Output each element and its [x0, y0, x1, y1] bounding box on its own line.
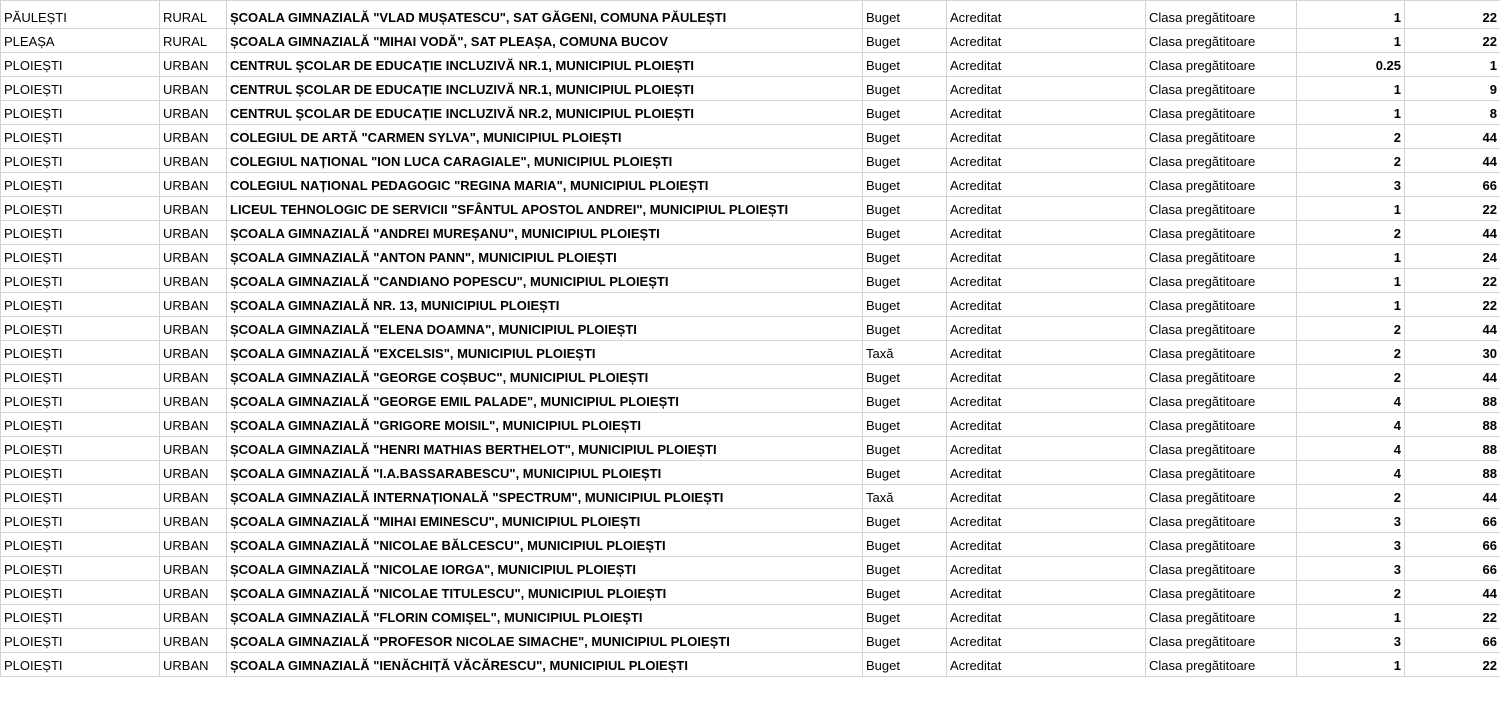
cell-places[interactable]: 22	[1405, 269, 1500, 293]
table-row	[1, 149, 1500, 173]
cell-area[interactable]: URBAN	[160, 533, 227, 557]
cell-funding[interactable]: Buget	[863, 437, 947, 461]
cell-area[interactable]: URBAN	[160, 221, 227, 245]
cell-accreditation[interactable]: Acreditat	[947, 29, 1146, 53]
cell-class-count[interactable]: 3	[1297, 533, 1405, 557]
cell-class-count[interactable]: 3	[1297, 557, 1405, 581]
table-row	[1, 269, 1500, 293]
cell-funding[interactable]: Buget	[863, 269, 947, 293]
cell-area[interactable]: URBAN	[160, 389, 227, 413]
cell-class-level[interactable]: Clasa pregătitoare	[1146, 533, 1297, 557]
cell-locality[interactable]: PLOIEȘTI	[1, 437, 160, 461]
cell-funding[interactable]: Buget	[863, 101, 947, 125]
cell-places[interactable]: 9	[1405, 77, 1500, 101]
cell-school-name[interactable]: ȘCOALA GIMNAZIALĂ "NICOLAE TITULESCU", MUNICIPIUL PLOIEȘTI	[227, 581, 863, 605]
table-row	[1, 77, 1500, 101]
cell-class-count[interactable]: 1	[1297, 77, 1405, 101]
cell-area[interactable]: URBAN	[160, 293, 227, 317]
cell-locality[interactable]: PLOIEȘTI	[1, 341, 160, 365]
cell-places[interactable]: 44	[1405, 365, 1500, 389]
cell-locality[interactable]: PLOIEȘTI	[1, 653, 160, 677]
cell-accreditation[interactable]: Acreditat	[947, 413, 1146, 437]
cell-locality[interactable]: PLOIEȘTI	[1, 605, 160, 629]
cell-area[interactable]: URBAN	[160, 461, 227, 485]
cell-school-name[interactable]: COLEGIUL NAȚIONAL PEDAGOGIC "REGINA MARIA", MUNICIPIUL PLOIEȘTI	[227, 173, 863, 197]
cell-locality[interactable]: PLOIEȘTI	[1, 365, 160, 389]
table-row	[1, 437, 1500, 461]
cell-places[interactable]: 44	[1405, 581, 1500, 605]
cell-school-name[interactable]: ȘCOALA GIMNAZIALĂ "HENRI MATHIAS BERTHELOT", MUNICIPIUL PLOIEȘTI	[227, 437, 863, 461]
cell-accreditation[interactable]: Acreditat	[947, 1, 1146, 29]
cell-accreditation[interactable]: Acreditat	[947, 533, 1146, 557]
cell-accreditation[interactable]: Acreditat	[947, 389, 1146, 413]
cell-area[interactable]: RURAL	[160, 29, 227, 53]
cell-locality[interactable]: PLOIEȘTI	[1, 533, 160, 557]
cell-accreditation[interactable]: Acreditat	[947, 485, 1146, 509]
cell-class-level[interactable]: Clasa pregătitoare	[1146, 125, 1297, 149]
cell-locality[interactable]: PLOIEȘTI	[1, 221, 160, 245]
cell-area[interactable]: URBAN	[160, 173, 227, 197]
cell-class-count[interactable]: 4	[1297, 413, 1405, 437]
cell-class-count[interactable]: 2	[1297, 221, 1405, 245]
cell-school-name[interactable]: ȘCOALA GIMNAZIALĂ NR. 13, MUNICIPIUL PLOIEȘTI	[227, 293, 863, 317]
cell-class-count[interactable]: 4	[1297, 437, 1405, 461]
cell-area[interactable]: URBAN	[160, 53, 227, 77]
cell-class-level[interactable]: Clasa pregătitoare	[1146, 509, 1297, 533]
cell-area[interactable]: URBAN	[160, 485, 227, 509]
cell-funding[interactable]: Buget	[863, 29, 947, 53]
cell-locality[interactable]: PLOIEȘTI	[1, 317, 160, 341]
cell-locality[interactable]: PLOIEȘTI	[1, 389, 160, 413]
cell-class-level[interactable]: Clasa pregătitoare	[1146, 269, 1297, 293]
cell-class-level[interactable]: Clasa pregătitoare	[1146, 365, 1297, 389]
cell-class-count[interactable]: 2	[1297, 149, 1405, 173]
cell-funding[interactable]: Buget	[863, 533, 947, 557]
cell-school-name[interactable]: ȘCOALA GIMNAZIALĂ "CANDIANO POPESCU", MUNICIPIUL PLOIEȘTI	[227, 269, 863, 293]
cell-class-count[interactable]: 1	[1297, 605, 1405, 629]
cell-area[interactable]: URBAN	[160, 101, 227, 125]
cell-locality[interactable]: PLOIEȘTI	[1, 581, 160, 605]
cell-accreditation[interactable]: Acreditat	[947, 653, 1146, 677]
cell-places[interactable]: 88	[1405, 389, 1500, 413]
cell-places[interactable]: 22	[1405, 29, 1500, 53]
cell-accreditation[interactable]: Acreditat	[947, 221, 1146, 245]
cell-area[interactable]: URBAN	[160, 437, 227, 461]
cell-accreditation[interactable]: Acreditat	[947, 317, 1146, 341]
cell-accreditation[interactable]: Acreditat	[947, 293, 1146, 317]
cell-places[interactable]: 66	[1405, 533, 1500, 557]
cell-area[interactable]: URBAN	[160, 125, 227, 149]
cell-area[interactable]: URBAN	[160, 605, 227, 629]
cell-places[interactable]: 44	[1405, 485, 1500, 509]
cell-area[interactable]: URBAN	[160, 557, 227, 581]
cell-places[interactable]: 66	[1405, 629, 1500, 653]
cell-places[interactable]: 66	[1405, 557, 1500, 581]
cell-class-count[interactable]: 3	[1297, 173, 1405, 197]
cell-class-level[interactable]: Clasa pregătitoare	[1146, 197, 1297, 221]
cell-funding[interactable]: Buget	[863, 653, 947, 677]
cell-places[interactable]: 88	[1405, 437, 1500, 461]
cell-school-name[interactable]: ȘCOALA GIMNAZIALĂ "MIHAI VODĂ", SAT PLEAȘA, COMUNA BUCOV	[227, 29, 863, 53]
cell-accreditation[interactable]: Acreditat	[947, 629, 1146, 653]
cell-places[interactable]: 44	[1405, 317, 1500, 341]
cell-area[interactable]: URBAN	[160, 341, 227, 365]
table-row	[1, 1, 1500, 29]
cell-funding[interactable]: Taxă	[863, 341, 947, 365]
cell-school-name[interactable]: ȘCOALA GIMNAZIALĂ "I.A.BASSARABESCU", MUNICIPIUL PLOIEȘTI	[227, 461, 863, 485]
cell-places[interactable]: 22	[1405, 1, 1500, 29]
cell-school-name[interactable]: ȘCOALA GIMNAZIALĂ "NICOLAE BĂLCESCU", MUNICIPIUL PLOIEȘTI	[227, 533, 863, 557]
cell-class-count[interactable]: 2	[1297, 581, 1405, 605]
cell-area[interactable]: URBAN	[160, 317, 227, 341]
cell-locality[interactable]: PLOIEȘTI	[1, 485, 160, 509]
cell-accreditation[interactable]: Acreditat	[947, 101, 1146, 125]
cell-locality[interactable]: PLOIEȘTI	[1, 149, 160, 173]
cell-places[interactable]: 66	[1405, 509, 1500, 533]
table-row	[1, 317, 1500, 341]
cell-class-level[interactable]: Clasa pregătitoare	[1146, 461, 1297, 485]
cell-accreditation[interactable]: Acreditat	[947, 269, 1146, 293]
cell-area[interactable]: URBAN	[160, 269, 227, 293]
cell-locality[interactable]: PLOIEȘTI	[1, 125, 160, 149]
cell-school-name[interactable]: CENTRUL ȘCOLAR DE EDUCAȚIE INCLUZIVĂ NR.2, MUNICIPIUL PLOIEȘTI	[227, 101, 863, 125]
cell-class-count[interactable]: 4	[1297, 389, 1405, 413]
cell-class-count[interactable]: 1	[1297, 293, 1405, 317]
cell-school-name[interactable]: ȘCOALA GIMNAZIALĂ "GEORGE EMIL PALADE", MUNICIPIUL PLOIEȘTI	[227, 389, 863, 413]
cell-locality[interactable]: PĂULEȘTI	[1, 1, 160, 29]
cell-school-name[interactable]: CENTRUL ȘCOLAR DE EDUCAȚIE INCLUZIVĂ NR.1, MUNICIPIUL PLOIEȘTI	[227, 53, 863, 77]
cell-class-count[interactable]: 1	[1297, 197, 1405, 221]
cell-class-level[interactable]: Clasa pregătitoare	[1146, 317, 1297, 341]
cell-area[interactable]: URBAN	[160, 365, 227, 389]
cell-locality[interactable]: PLOIEȘTI	[1, 461, 160, 485]
cell-school-name[interactable]: ȘCOALA GIMNAZIALĂ "NICOLAE IORGA", MUNICIPIUL PLOIEȘTI	[227, 557, 863, 581]
cell-locality[interactable]: PLOIEȘTI	[1, 77, 160, 101]
cell-class-level[interactable]: Clasa pregătitoare	[1146, 581, 1297, 605]
cell-funding[interactable]: Buget	[863, 197, 947, 221]
cell-places[interactable]: 30	[1405, 341, 1500, 365]
table-row	[1, 341, 1500, 365]
table-row	[1, 605, 1500, 629]
cell-class-count[interactable]: 2	[1297, 485, 1405, 509]
cell-accreditation[interactable]: Acreditat	[947, 245, 1146, 269]
cell-school-name[interactable]: COLEGIUL NAȚIONAL "ION LUCA CARAGIALE", MUNICIPIUL PLOIEȘTI	[227, 149, 863, 173]
cell-class-level[interactable]: Clasa pregătitoare	[1146, 293, 1297, 317]
cell-accreditation[interactable]: Acreditat	[947, 509, 1146, 533]
cell-places[interactable]: 88	[1405, 413, 1500, 437]
table-row	[1, 197, 1500, 221]
cell-accreditation[interactable]: Acreditat	[947, 149, 1146, 173]
cell-school-name[interactable]: ȘCOALA GIMNAZIALĂ "GEORGE COȘBUC", MUNICIPIUL PLOIEȘTI	[227, 365, 863, 389]
cell-funding[interactable]: Buget	[863, 581, 947, 605]
cell-area[interactable]: URBAN	[160, 245, 227, 269]
cell-accreditation[interactable]: Acreditat	[947, 605, 1146, 629]
table-body	[1, 1, 1500, 677]
cell-funding[interactable]: Buget	[863, 173, 947, 197]
cell-class-count[interactable]: 1	[1297, 29, 1405, 53]
cell-accreditation[interactable]: Acreditat	[947, 197, 1146, 221]
cell-class-level[interactable]: Clasa pregătitoare	[1146, 149, 1297, 173]
cell-area[interactable]: URBAN	[160, 629, 227, 653]
cell-accreditation[interactable]: Acreditat	[947, 77, 1146, 101]
cell-class-level[interactable]: Clasa pregătitoare	[1146, 605, 1297, 629]
cell-school-name[interactable]: COLEGIUL DE ARTĂ "CARMEN SYLVA", MUNICIPIUL PLOIEȘTI	[227, 125, 863, 149]
table-row	[1, 29, 1500, 53]
cell-funding[interactable]: Buget	[863, 413, 947, 437]
table-row	[1, 125, 1500, 149]
cell-locality[interactable]: PLOIEȘTI	[1, 293, 160, 317]
cell-funding[interactable]: Buget	[863, 605, 947, 629]
table-row	[1, 485, 1500, 509]
cell-places[interactable]: 8	[1405, 101, 1500, 125]
cell-funding[interactable]: Buget	[863, 461, 947, 485]
cell-class-level[interactable]: Clasa pregătitoare	[1146, 629, 1297, 653]
cell-area[interactable]: URBAN	[160, 197, 227, 221]
cell-class-level[interactable]: Clasa pregătitoare	[1146, 413, 1297, 437]
cell-funding[interactable]: Buget	[863, 317, 947, 341]
cell-locality[interactable]: PLOIEȘTI	[1, 509, 160, 533]
cell-accreditation[interactable]: Acreditat	[947, 341, 1146, 365]
cell-school-name[interactable]: ȘCOALA GIMNAZIALĂ "GRIGORE MOISIL", MUNICIPIUL PLOIEȘTI	[227, 413, 863, 437]
cell-class-level[interactable]: Clasa pregătitoare	[1146, 101, 1297, 125]
cell-accreditation[interactable]: Acreditat	[947, 557, 1146, 581]
cell-accreditation[interactable]: Acreditat	[947, 53, 1146, 77]
table-row	[1, 509, 1500, 533]
cell-class-count[interactable]: 3	[1297, 629, 1405, 653]
cell-school-name[interactable]: ȘCOALA GIMNAZIALĂ "ANDREI MUREȘANU", MUNICIPIUL PLOIEȘTI	[227, 221, 863, 245]
cell-funding[interactable]: Buget	[863, 77, 947, 101]
cell-class-level[interactable]: Clasa pregătitoare	[1146, 29, 1297, 53]
cell-funding[interactable]: Buget	[863, 629, 947, 653]
cell-area[interactable]: URBAN	[160, 149, 227, 173]
cell-places[interactable]: 1	[1405, 53, 1500, 77]
cell-places[interactable]: 44	[1405, 125, 1500, 149]
cell-class-count[interactable]: 1	[1297, 245, 1405, 269]
cell-class-count[interactable]: 2	[1297, 365, 1405, 389]
cell-places[interactable]: 22	[1405, 293, 1500, 317]
cell-accreditation[interactable]: Acreditat	[947, 461, 1146, 485]
cell-class-count[interactable]: 2	[1297, 341, 1405, 365]
cell-accreditation[interactable]: Acreditat	[947, 125, 1146, 149]
table-row	[1, 101, 1500, 125]
cell-locality[interactable]: PLOIEȘTI	[1, 53, 160, 77]
cell-class-level[interactable]: Clasa pregătitoare	[1146, 1, 1297, 29]
cell-school-name[interactable]: ȘCOALA GIMNAZIALĂ "VLAD MUȘATESCU", SAT GĂGENI, COMUNA PĂULEȘTI	[227, 1, 863, 29]
table-row	[1, 245, 1500, 269]
table-row	[1, 413, 1500, 437]
cell-area[interactable]: URBAN	[160, 581, 227, 605]
cell-school-name[interactable]: ȘCOALA GIMNAZIALĂ "FLORIN COMIȘEL", MUNICIPIUL PLOIEȘTI	[227, 605, 863, 629]
cell-locality[interactable]: PLEAȘA	[1, 29, 160, 53]
cell-school-name[interactable]: ȘCOALA GIMNAZIALĂ "ELENA DOAMNA", MUNICIPIUL PLOIEȘTI	[227, 317, 863, 341]
cell-school-name[interactable]: LICEUL TEHNOLOGIC DE SERVICII "SFÂNTUL APOSTOL ANDREI", MUNICIPIUL PLOIEȘTI	[227, 197, 863, 221]
cell-locality[interactable]: PLOIEȘTI	[1, 173, 160, 197]
cell-class-count[interactable]: 1	[1297, 269, 1405, 293]
cell-school-name[interactable]: CENTRUL ȘCOLAR DE EDUCAȚIE INCLUZIVĂ NR.1, MUNICIPIUL PLOIEȘTI	[227, 77, 863, 101]
table-row	[1, 461, 1500, 485]
table-row	[1, 221, 1500, 245]
cell-class-level[interactable]: Clasa pregătitoare	[1146, 653, 1297, 677]
cell-funding[interactable]: Taxă	[863, 485, 947, 509]
table-row	[1, 629, 1500, 653]
cell-class-level[interactable]: Clasa pregătitoare	[1146, 245, 1297, 269]
cell-locality[interactable]: PLOIEȘTI	[1, 629, 160, 653]
cell-class-count[interactable]: 2	[1297, 317, 1405, 341]
cell-accreditation[interactable]: Acreditat	[947, 437, 1146, 461]
table-row	[1, 389, 1500, 413]
cell-class-level[interactable]: Clasa pregătitoare	[1146, 485, 1297, 509]
cell-funding[interactable]: Buget	[863, 221, 947, 245]
cell-class-count[interactable]: 0.25	[1297, 53, 1405, 77]
cell-funding[interactable]: Buget	[863, 149, 947, 173]
cell-locality[interactable]: PLOIEȘTI	[1, 557, 160, 581]
cell-places[interactable]: 88	[1405, 461, 1500, 485]
cell-places[interactable]: 66	[1405, 173, 1500, 197]
cell-places[interactable]: 24	[1405, 245, 1500, 269]
cell-locality[interactable]: PLOIEȘTI	[1, 269, 160, 293]
cell-class-level[interactable]: Clasa pregătitoare	[1146, 221, 1297, 245]
table-row	[1, 293, 1500, 317]
cell-class-count[interactable]: 1	[1297, 653, 1405, 677]
cell-class-level[interactable]: Clasa pregătitoare	[1146, 173, 1297, 197]
cell-places[interactable]: 44	[1405, 221, 1500, 245]
cell-area[interactable]: URBAN	[160, 413, 227, 437]
cell-funding[interactable]: Buget	[863, 245, 947, 269]
cell-locality[interactable]: PLOIEȘTI	[1, 101, 160, 125]
cell-area[interactable]: URBAN	[160, 653, 227, 677]
cell-accreditation[interactable]: Acreditat	[947, 173, 1146, 197]
cell-funding[interactable]: Buget	[863, 53, 947, 77]
table-row	[1, 533, 1500, 557]
cell-locality[interactable]: PLOIEȘTI	[1, 197, 160, 221]
cell-area[interactable]: URBAN	[160, 77, 227, 101]
cell-funding[interactable]: Buget	[863, 1, 947, 29]
cell-class-count[interactable]: 2	[1297, 125, 1405, 149]
table-row	[1, 53, 1500, 77]
cell-area[interactable]: URBAN	[160, 509, 227, 533]
cell-places[interactable]: 44	[1405, 149, 1500, 173]
cell-class-level[interactable]: Clasa pregătitoare	[1146, 341, 1297, 365]
cell-locality[interactable]: PLOIEȘTI	[1, 413, 160, 437]
cell-school-name[interactable]: ȘCOALA GIMNAZIALĂ "MIHAI EMINESCU", MUNICIPIUL PLOIEȘTI	[227, 509, 863, 533]
table-row	[1, 653, 1500, 677]
table-row	[1, 173, 1500, 197]
cell-places[interactable]: 22	[1405, 605, 1500, 629]
cell-school-name[interactable]: ȘCOALA GIMNAZIALĂ "ANTON PANN", MUNICIPIUL PLOIEȘTI	[227, 245, 863, 269]
cell-school-name[interactable]: ȘCOALA GIMNAZIALĂ INTERNAȚIONALĂ "SPECTRUM", MUNICIPIUL PLOIEȘTI	[227, 485, 863, 509]
cell-accreditation[interactable]: Acreditat	[947, 365, 1146, 389]
cell-funding[interactable]: Buget	[863, 389, 947, 413]
cell-school-name[interactable]: ȘCOALA GIMNAZIALĂ "EXCELSIS", MUNICIPIUL PLOIEȘTI	[227, 341, 863, 365]
cell-class-level[interactable]: Clasa pregătitoare	[1146, 77, 1297, 101]
cell-class-count[interactable]: 3	[1297, 509, 1405, 533]
cell-places[interactable]: 22	[1405, 197, 1500, 221]
cell-funding[interactable]: Buget	[863, 509, 947, 533]
cell-class-level[interactable]: Clasa pregătitoare	[1146, 557, 1297, 581]
cell-area[interactable]: RURAL	[160, 1, 227, 29]
cell-class-count[interactable]: 4	[1297, 461, 1405, 485]
cell-accreditation[interactable]: Acreditat	[947, 581, 1146, 605]
table-row	[1, 557, 1500, 581]
cell-class-count[interactable]: 1	[1297, 101, 1405, 125]
cell-school-name[interactable]: ȘCOALA GIMNAZIALĂ "PROFESOR NICOLAE SIMACHE", MUNICIPIUL PLOIEȘTI	[227, 629, 863, 653]
cell-funding[interactable]: Buget	[863, 365, 947, 389]
cell-class-level[interactable]: Clasa pregătitoare	[1146, 53, 1297, 77]
table-row	[1, 581, 1500, 605]
cell-school-name[interactable]: ȘCOALA GIMNAZIALĂ "IENĂCHIȚĂ VĂCĂRESCU", MUNICIPIUL PLOIEȘTI	[227, 653, 863, 677]
cell-class-level[interactable]: Clasa pregătitoare	[1146, 437, 1297, 461]
cell-funding[interactable]: Buget	[863, 125, 947, 149]
cell-funding[interactable]: Buget	[863, 557, 947, 581]
table-row	[1, 365, 1500, 389]
cell-places[interactable]: 22	[1405, 653, 1500, 677]
cell-class-count[interactable]: 1	[1297, 1, 1405, 29]
cell-locality[interactable]: PLOIEȘTI	[1, 245, 160, 269]
cell-funding[interactable]: Buget	[863, 293, 947, 317]
cell-class-level[interactable]: Clasa pregătitoare	[1146, 389, 1297, 413]
